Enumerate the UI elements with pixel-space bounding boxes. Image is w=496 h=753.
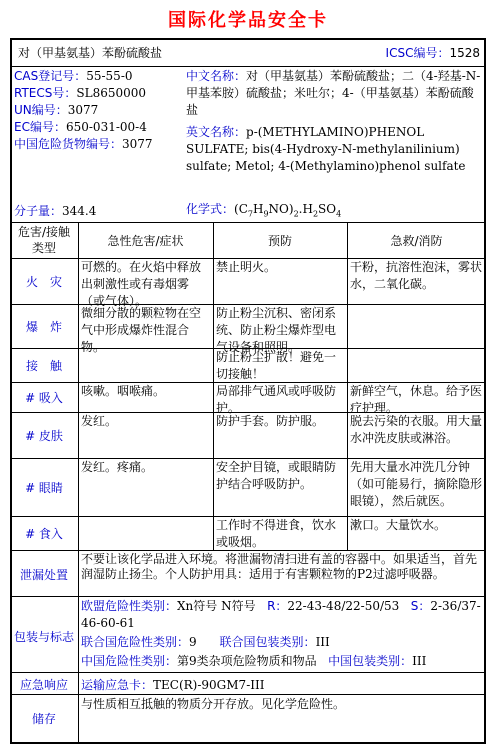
names-block bbox=[186, 68, 482, 119]
en-name-label: 英文名称： bbox=[186, 125, 247, 139]
ec-value: 650-031-00-4 bbox=[65, 120, 147, 134]
formula-label: 化学式： bbox=[186, 202, 235, 216]
cn-dg-label: 中国危险货物编号： bbox=[14, 137, 123, 151]
hazard-symptom: 发红。 bbox=[81, 414, 118, 428]
first-aid: 新鲜空气，休息。给予医疗护理。 bbox=[350, 384, 483, 415]
spill-text: 不要让该化学品进入环境。将泄漏物清扫进有盖的容器中。如果适当，首先润湿防止扬尘。个人防护用具：适用于有害颗粒物的P2过滤呼吸器。 bbox=[81, 552, 478, 581]
pack-block bbox=[81, 598, 483, 670]
r-value: 22-43-48/22-50/53 bbox=[287, 599, 400, 613]
ec-label: EC编号： bbox=[14, 120, 66, 134]
first-aid: 干粉，抗溶性泡沫，雾状水，二氧化碳。 bbox=[350, 260, 483, 291]
un-class-label: 联合国危险性类别： bbox=[81, 635, 190, 649]
emergency-block bbox=[81, 676, 483, 693]
first-aid: 先用大量水冲洗几分钟（如可能易行，摘除隐形眼镜），然后就医。 bbox=[350, 460, 483, 508]
hazard-type-label: # 食入 bbox=[25, 526, 63, 541]
prevention: 局部排气通风或呼吸防护。 bbox=[216, 384, 337, 415]
s-value: 2-36/37-46-60-61 bbox=[81, 599, 481, 630]
icsc-value: 1528 bbox=[449, 46, 480, 60]
storage-label: 储存 bbox=[31, 712, 56, 726]
un-pack-value: III bbox=[315, 635, 330, 649]
s-label: S： bbox=[410, 599, 431, 613]
hazard-symptom: 发红。疼痛。 bbox=[81, 460, 154, 474]
cn-name-label: 中文名称： bbox=[186, 69, 247, 83]
storage-text: 与性质相互抵触的物质分开存放。见化学危险性。 bbox=[81, 697, 346, 711]
cn-pack-label: 中国包装类别： bbox=[328, 654, 413, 668]
hazard-type-label: 接 触 bbox=[25, 358, 62, 373]
cn-name-value: 对（甲基氨基）苯酚硫酸盐；二（4-羟基-N-甲基苯胺）硫酸盐；米吐尔；4-（甲基氨基）苯酚硫酸盐 bbox=[186, 69, 481, 117]
mw-block bbox=[14, 202, 182, 219]
col-hazard-header: 急性危害/症状 bbox=[107, 234, 184, 248]
prevention: 防止粉尘沉积、密闭系统、防止粉尘爆炸型电气设备和照明。 bbox=[216, 306, 337, 354]
emergency-card-value: TEC(R)-90GM7-III bbox=[153, 678, 265, 692]
pack-label: 包装与标志 bbox=[13, 630, 74, 644]
cn-class-label: 中国危险性类别： bbox=[81, 654, 178, 668]
rtecs-label: RTECS号： bbox=[14, 86, 77, 100]
cas-value: 55-55-0 bbox=[86, 69, 133, 83]
formula-block bbox=[186, 200, 482, 218]
un-pack-label: 联合国包装类别： bbox=[219, 635, 316, 649]
col-type-header: 危害/接触类型 bbox=[17, 225, 71, 255]
mw-value: 344.4 bbox=[62, 204, 97, 218]
icsc-label: ICSC编号： bbox=[385, 46, 450, 60]
icsc-number bbox=[380, 44, 480, 61]
un-class-value: 9 bbox=[189, 635, 197, 649]
spill-label: 泄漏处置 bbox=[19, 568, 68, 582]
hazard-symptom: 可燃的。在火焰中释放出刺激性或有毒烟雾（或气体）。 bbox=[81, 260, 202, 308]
cn-class-value: 第9类杂项危险物质和物品 bbox=[177, 654, 317, 668]
col-prevent-header: 预防 bbox=[267, 234, 292, 248]
cas-label: CAS登记号： bbox=[14, 69, 87, 83]
first-aid: 漱口。大量饮水。 bbox=[350, 518, 447, 532]
mw-label: 分子量： bbox=[14, 204, 63, 218]
un-label: UN编号： bbox=[14, 103, 68, 117]
chemical-name: 对（甲基氨基）苯酚硫酸盐 bbox=[18, 46, 163, 60]
hazard-type-label: # 皮肤 bbox=[25, 428, 63, 443]
cn-pack-value: III bbox=[412, 654, 427, 668]
prevention: 禁止明火。 bbox=[216, 260, 277, 274]
hazard-symptom: 咳嗽。咽喉痛。 bbox=[81, 384, 166, 398]
cn-dg-value: 3077 bbox=[122, 137, 153, 151]
rtecs-value: SL8650000 bbox=[76, 86, 147, 100]
formula-value: $(C_7H_9NO)_2.H_2SO_4$ bbox=[234, 202, 342, 219]
hazard-type-label: # 吸入 bbox=[25, 390, 63, 405]
prevention: 工作时不得进食，饮水或吸烟。 bbox=[216, 518, 337, 549]
un-value: 3077 bbox=[67, 103, 99, 117]
hazard-type-label: # 眼睛 bbox=[25, 480, 63, 495]
col-aid-header: 急救/消防 bbox=[390, 234, 443, 248]
prevention: 防护手套。防护服。 bbox=[216, 414, 325, 428]
eu-class-label: 欧盟危险性类别： bbox=[81, 599, 178, 613]
prevention: 防止粉尘扩散！避免一切接触！ bbox=[216, 350, 337, 381]
emergency-card-label: 运输应急卡： bbox=[81, 678, 154, 692]
first-aid: 脱去污染的衣服。用大量水冲洗皮肤或淋浴。 bbox=[350, 414, 483, 445]
r-label: R： bbox=[267, 599, 288, 613]
en-name-value: p-(METHYLAMINO)PHENOL SULFATE; bis(4-Hydroxy-N-methylanilinium) sulfate; Metol; 4-(Methylamino)phenol sulfate bbox=[186, 125, 466, 173]
eu-class-value: Xn符号 N符号 bbox=[177, 599, 256, 613]
id-block bbox=[14, 68, 182, 153]
card-title: 国际化学品安全卡 bbox=[168, 10, 328, 31]
hazard-type-label: 爆 炸 bbox=[25, 319, 62, 334]
emergency-label: 应急响应 bbox=[19, 678, 68, 692]
hazard-type-label: 火 灾 bbox=[25, 274, 62, 289]
en-names-block bbox=[186, 124, 482, 175]
hazard-symptom: 微细分散的颗粒物在空气中形成爆炸性混合物。 bbox=[81, 306, 202, 354]
prevention: 安全护目镜，或眼睛防护结合呼吸防护。 bbox=[216, 460, 337, 491]
